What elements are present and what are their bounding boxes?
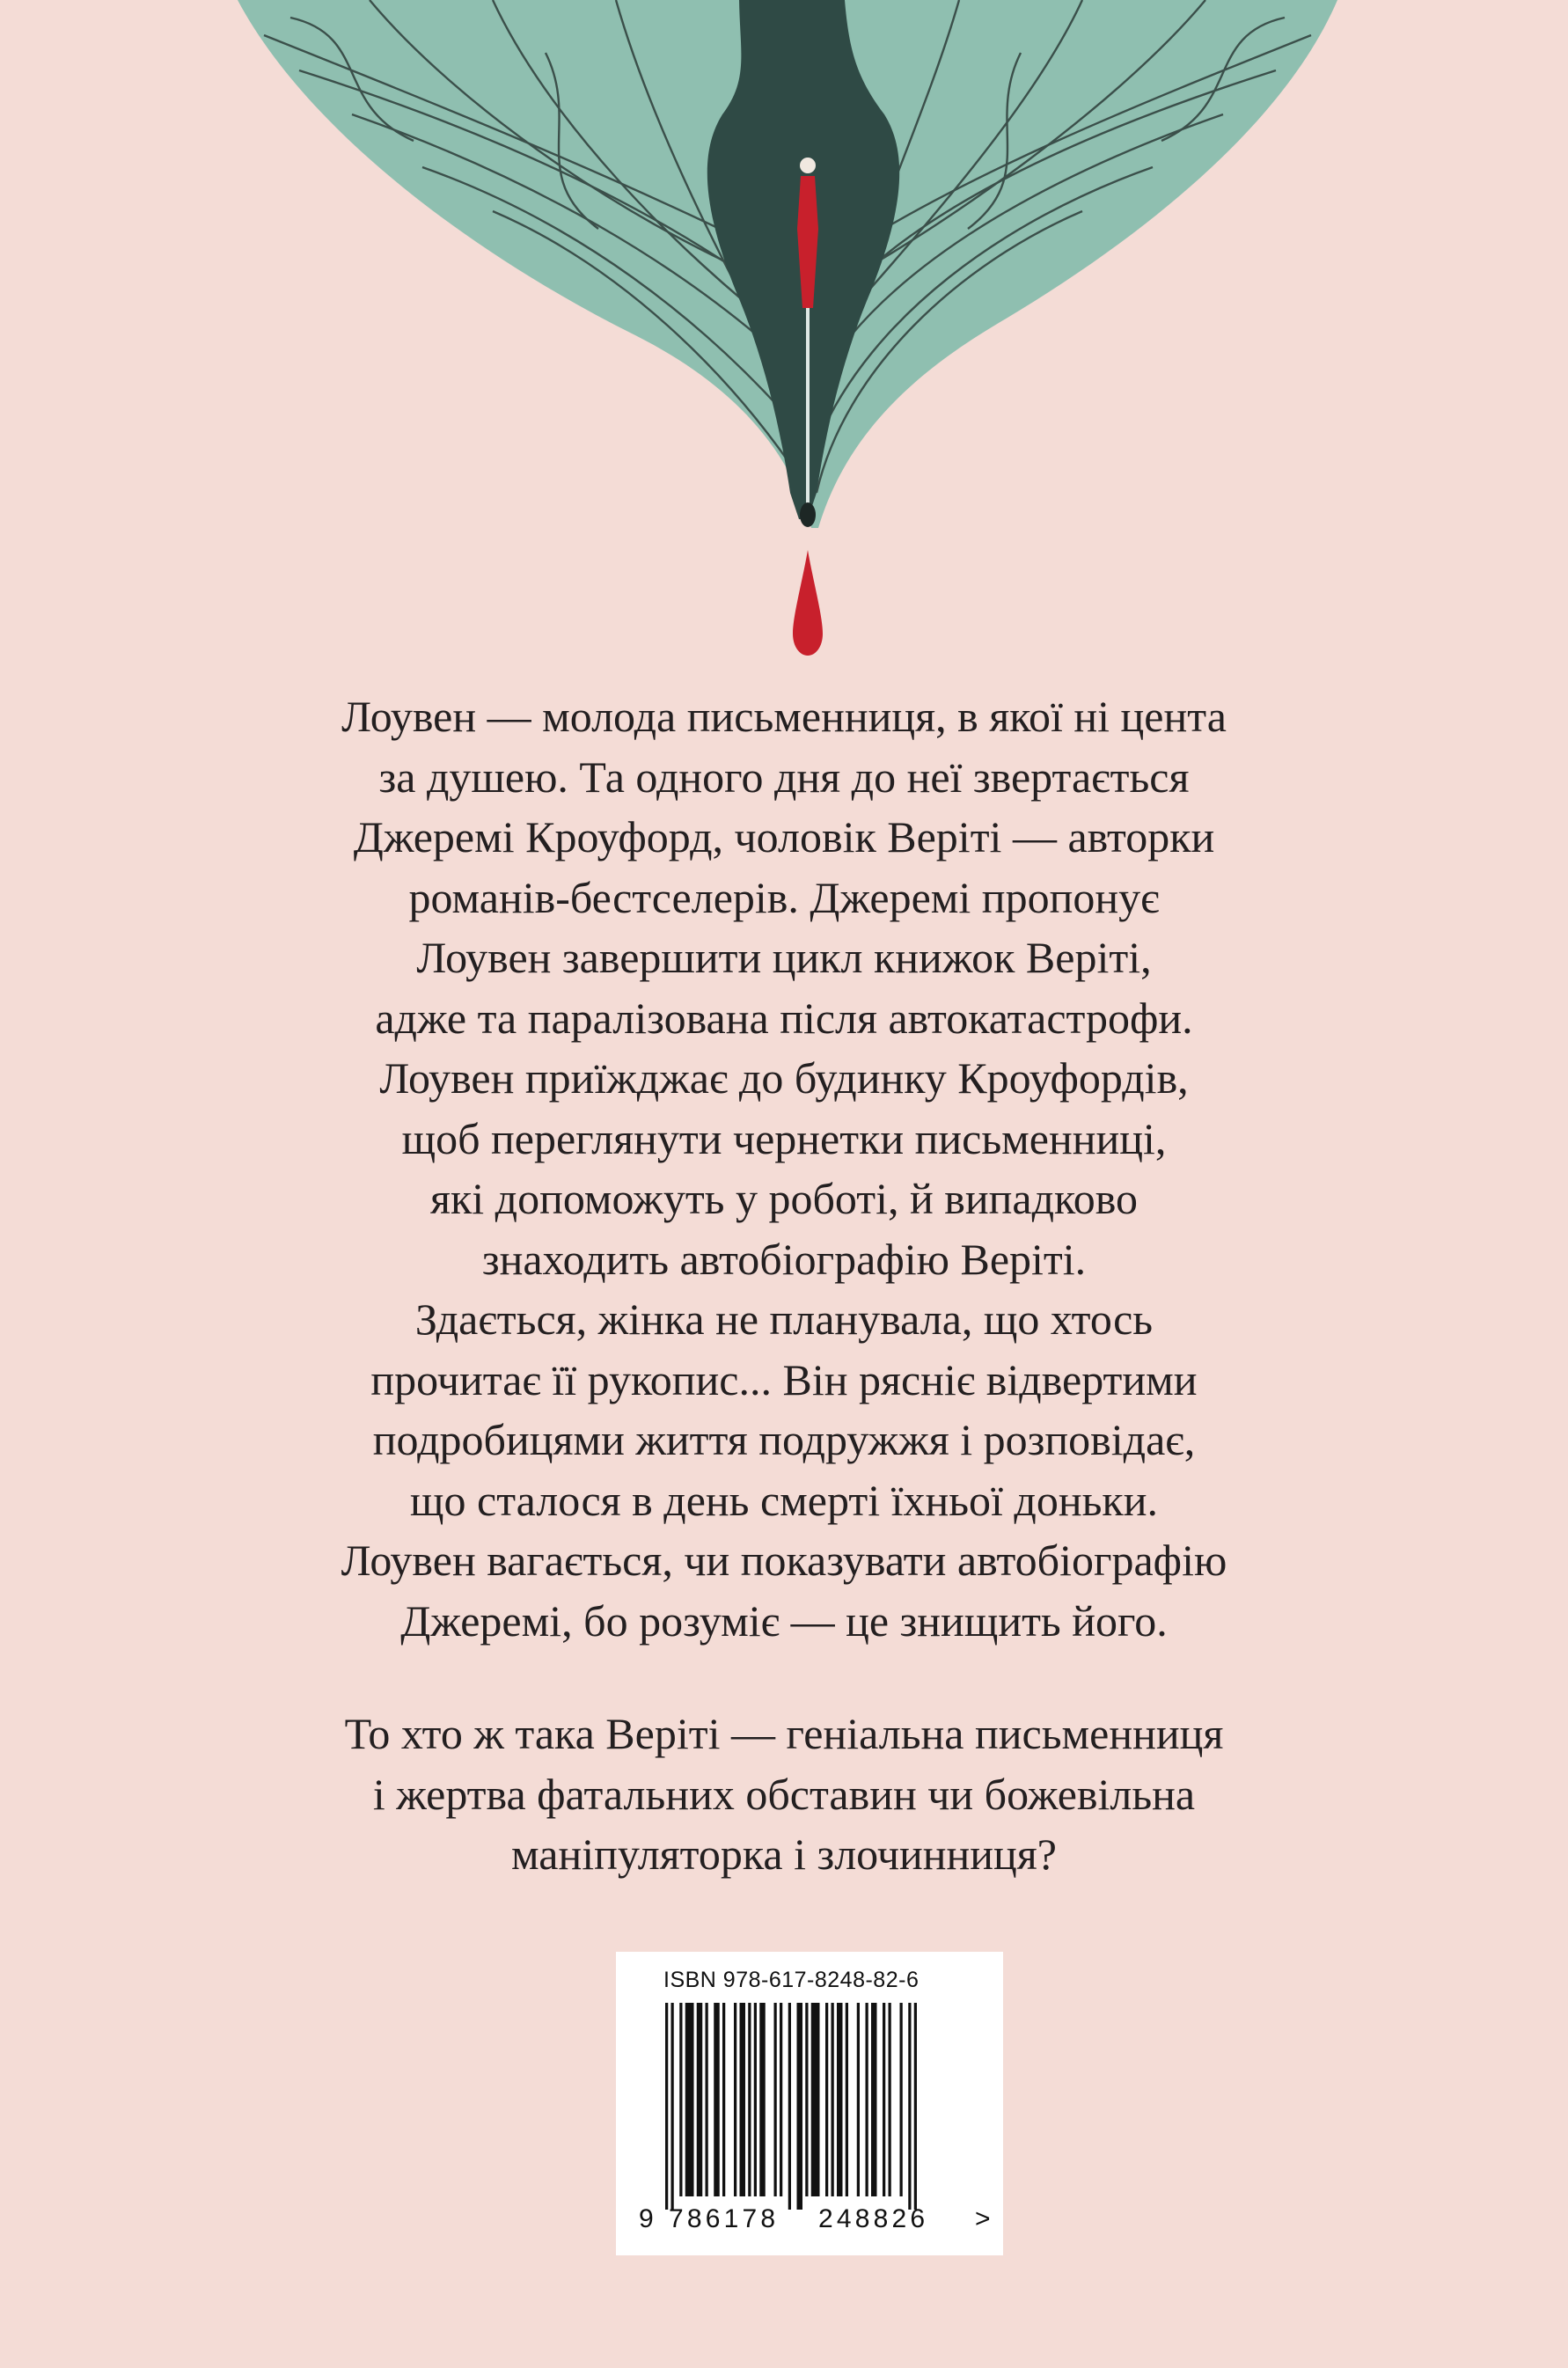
blurb-line: Лоувен — молода письменниця, в якої ні цента xyxy=(341,692,1227,741)
barcode-bar xyxy=(679,2003,682,2196)
blurb-line: романів-бестселерів. Джеремі пропонує xyxy=(408,872,1160,922)
barcode-bar xyxy=(734,2003,736,2196)
cover-illustration xyxy=(0,0,1568,669)
barcode-bar xyxy=(805,2003,808,2196)
blurb-line: за душею. Та одного дня до неї звертається xyxy=(378,751,1190,802)
barcode-bar xyxy=(697,2003,703,2196)
barcode-bar xyxy=(774,2003,777,2196)
barcode-bar xyxy=(857,2003,860,2196)
blurb-line: і жертва фатальних обставин чи божевільна xyxy=(372,1769,1196,1819)
barcode-bar xyxy=(832,2003,834,2196)
barcode-bar xyxy=(740,2003,746,2196)
barcode-bar xyxy=(889,2003,891,2196)
blurb-line: маніпуляторка і злочинниця? xyxy=(511,1829,1057,1879)
barcode-bar xyxy=(871,2003,877,2196)
blurb-line: прочитає її рукопис... Він рясніє відвертими xyxy=(370,1354,1198,1404)
barcode-bar xyxy=(671,2003,674,2210)
blurb-line: знаходить автобіографію Веріті. xyxy=(481,1234,1087,1284)
blurb-paragraph-1 xyxy=(132,686,1436,1651)
barcode-bar xyxy=(914,2003,917,2210)
ink-drop-icon xyxy=(793,550,823,656)
blurb-line: Лоувен завершити цикл книжок Веріті, xyxy=(416,933,1152,982)
barcode-bar xyxy=(748,2003,751,2196)
barcode-bar xyxy=(714,2003,720,2196)
barcode-bar xyxy=(780,2003,782,2196)
barcode-bar xyxy=(685,2003,694,2196)
blurb-line: Джеремі Кроуфорд, чоловік Веріті — авторки xyxy=(353,812,1215,861)
blurb-line: Лоувен вагається, чи показувати автобіографію xyxy=(341,1536,1227,1585)
blurb-text xyxy=(132,686,1436,1885)
barcode-bar xyxy=(754,2003,757,2196)
barcode-bar xyxy=(883,2003,885,2196)
blurb-line: То хто ж така Веріті — геніальна письменниця xyxy=(344,1709,1224,1758)
blurb-line: щоб переглянути чернетки письменниці, xyxy=(401,1113,1167,1163)
barcode-bar xyxy=(900,2003,903,2196)
barcode-bar xyxy=(797,2003,803,2210)
blurb-line: подробицями життя подружжя і розповідає, xyxy=(372,1415,1196,1464)
barcode-bar xyxy=(722,2003,725,2196)
blurb-line: Джеремі, бо розуміє — це знищить його. xyxy=(400,1595,1168,1646)
barcode-bar xyxy=(706,2003,708,2196)
barcode-bar xyxy=(665,2003,668,2210)
barcode-bar xyxy=(825,2003,828,2196)
barcode-bars xyxy=(616,1994,1003,2227)
isbn-label: ISBN 978-617-8248-82-6 xyxy=(663,1968,920,1992)
barcode-first-digit: 9 xyxy=(639,2204,654,2233)
barcode-bar xyxy=(908,2003,911,2210)
blurb-line: Здається, жінка не планувала, що хтось xyxy=(414,1294,1154,1344)
barcode-left-digits: 786178 xyxy=(669,2204,780,2233)
barcode-bar xyxy=(759,2003,766,2196)
barcode-bar xyxy=(866,2003,868,2196)
blurb-line: що сталося в день смерті їхньої доньки. xyxy=(410,1475,1158,1525)
blurb-line: які допоможуть у роботі, й випадково xyxy=(429,1174,1139,1223)
blurb-line: Лоувен приїжджає до будинку Кроуфордів, xyxy=(379,1053,1189,1103)
barcode-bar xyxy=(788,2003,791,2210)
barcode-quiet-mark: > xyxy=(975,2204,991,2233)
barcode-bar xyxy=(811,2003,820,2196)
blurb-line: адже та паралізована після автокатастрофи. xyxy=(375,993,1193,1043)
blurb-paragraph-2 xyxy=(132,1704,1436,1885)
barcode-right-digits: 248826 xyxy=(818,2204,929,2233)
barcode-bar xyxy=(837,2003,843,2196)
barcode-bar xyxy=(846,2003,848,2196)
isbn-barcode xyxy=(616,1952,1003,2255)
